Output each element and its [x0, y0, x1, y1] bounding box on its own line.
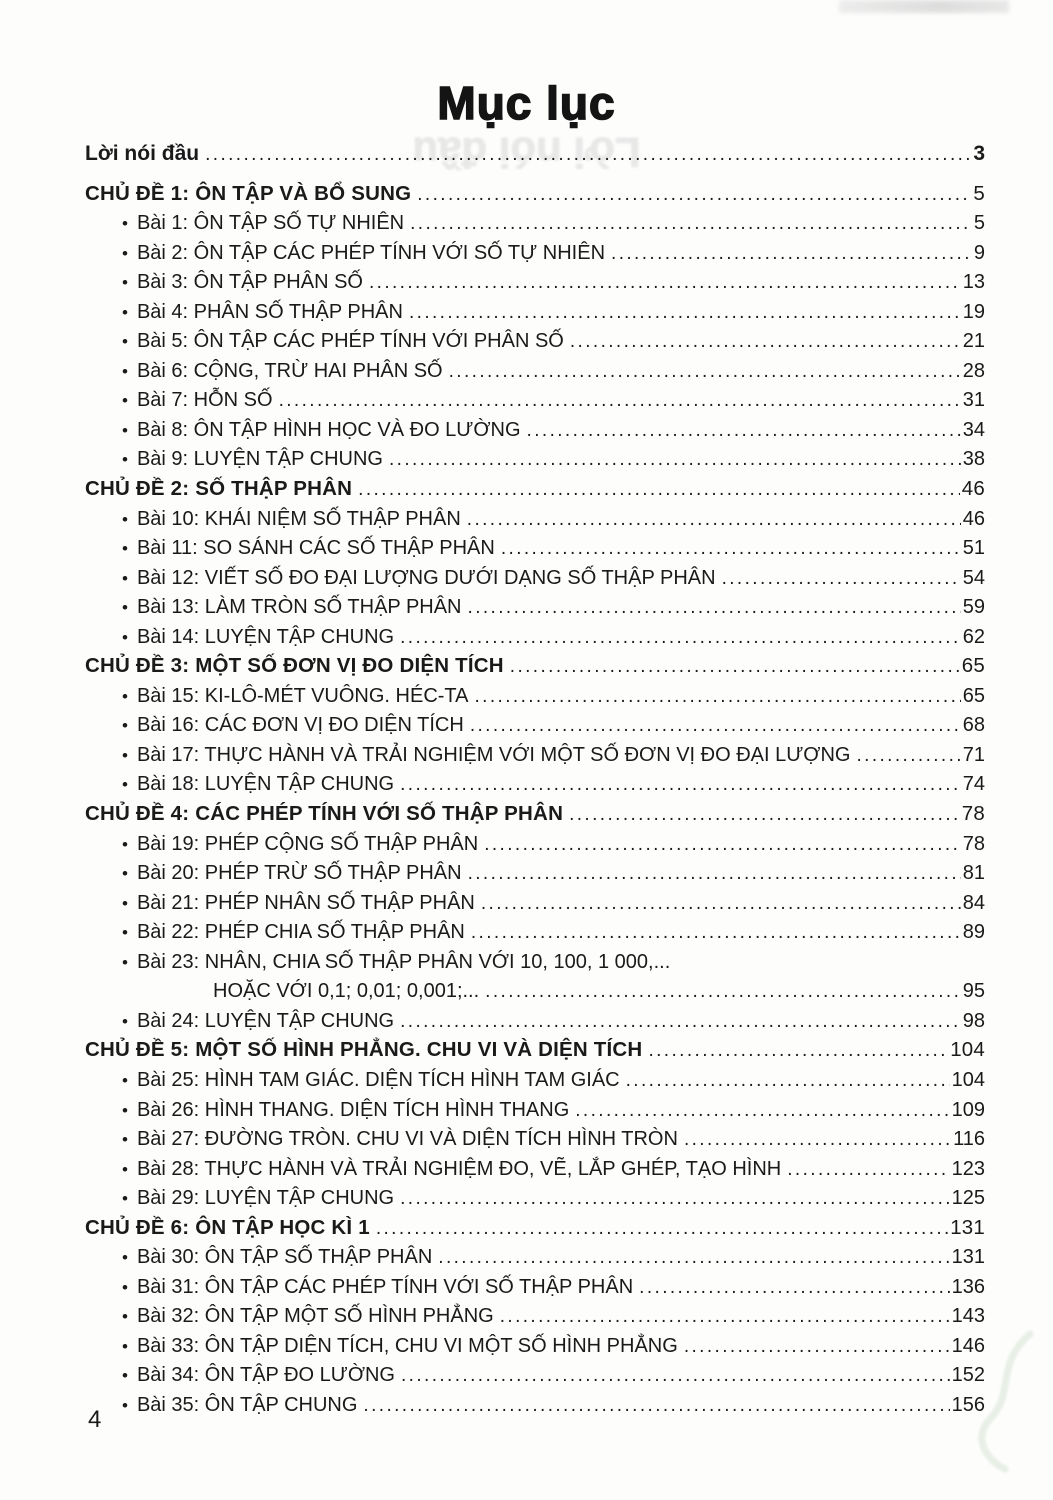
toc-entry-page: 59 [962, 596, 985, 619]
bullet-icon: • [122, 716, 128, 736]
toc-row [85, 593, 985, 623]
dot-leader [400, 623, 961, 653]
bullet-icon: • [122, 775, 128, 795]
toc-entry-page: 89 [962, 921, 985, 944]
toc-entry-page: 46 [961, 477, 985, 501]
dot-leader [485, 977, 961, 1007]
bullet-icon: • [122, 864, 128, 884]
toc-row [85, 445, 985, 475]
toc-row [85, 180, 985, 210]
toc-entry-label: Bài 14: LUYỆN TẬP CHUNG [136, 625, 395, 648]
bullet-icon: • [122, 243, 128, 263]
bullet-icon: • [122, 1366, 128, 1386]
bullet-icon: • [122, 923, 128, 943]
dot-leader [626, 1066, 950, 1096]
dot-leader [684, 1125, 951, 1155]
toc-row [85, 1391, 985, 1421]
bullet-icon: • [122, 686, 128, 706]
toc-entry-label: Bài 27: ĐƯỜNG TRÒN. CHU VI VÀ DIỆN TÍCH HÌNH TRÒN [136, 1128, 678, 1151]
toc-row [85, 770, 985, 800]
toc-entry-label: HOẶC VỚI 0,1; 0,01; 0,001;... [213, 980, 480, 1003]
toc-row [85, 800, 985, 830]
bullet-icon: • [122, 391, 128, 411]
dot-leader [481, 889, 961, 919]
toc-row [85, 1125, 985, 1155]
toc-entry-page: 31 [962, 389, 985, 412]
toc-entry-label: Bài 17: THỰC HÀNH VÀ TRẢI NGHIỆM VỚI MỘT SỐ ĐƠN VỊ ĐO ĐẠI LƯỢNG [136, 743, 851, 766]
toc-entry-label: CHỦ ĐỀ 4: CÁC PHÉP TÍNH VỚI SỐ THẬP PHÂN [85, 802, 564, 826]
toc-entry-page: 104 [951, 1068, 985, 1091]
toc-entry-page: 5 [973, 181, 985, 205]
toc-entry-label: Bài 33: ÔN TẬP DIỆN TÍCH, CHU VI MỘT SỐ HÌNH PHẲNG [136, 1334, 678, 1357]
toc-row [85, 239, 985, 269]
bullet-icon: • [122, 627, 128, 647]
toc-entry-label: CHỦ ĐỀ 3: MỘT SỐ ĐƠN VỊ ĐO DIỆN TÍCH [85, 654, 504, 678]
bullet-icon: • [122, 214, 128, 234]
toc-entry-label: CHỦ ĐỀ 6: ÔN TẬP HỌC KÌ 1 [85, 1215, 370, 1239]
toc-entry-page: 51 [962, 537, 985, 560]
bullet-icon: • [122, 1159, 128, 1179]
toc-entry-label: Bài 5: ÔN TẬP CÁC PHÉP TÍNH VỚI PHÂN SỐ [136, 330, 564, 353]
dot-leader [417, 180, 971, 210]
toc-entry-page: 131 [951, 1246, 985, 1269]
dot-leader [363, 1391, 949, 1421]
toc-entry-label: Bài 3: ÔN TẬP PHÂN SỐ [136, 271, 363, 294]
toc-row [85, 711, 985, 741]
toc-entry-label: Bài 24: LUYỆN TẬP CHUNG [136, 1009, 395, 1032]
toc-row [85, 209, 985, 239]
bullet-icon: • [122, 450, 128, 470]
bullet-icon: • [122, 568, 128, 588]
toc-entry-label: Bài 18: LUYỆN TẬP CHUNG [136, 773, 395, 796]
toc-row [85, 741, 985, 771]
toc-entry-label: Bài 16: CÁC ĐƠN VỊ ĐO DIỆN TÍCH [136, 714, 464, 737]
toc-entry-label: Bài 10: KHÁI NIỆM SỐ THẬP PHÂN [136, 507, 461, 530]
dot-leader [467, 505, 961, 535]
toc-entry-label: Bài 23: NHÂN, CHIA SỐ THẬP PHÂN VỚI 10, 100, 1 000,... [136, 950, 671, 973]
toc-row [85, 268, 985, 298]
dot-leader [279, 386, 961, 416]
dot-leader [611, 239, 972, 269]
dot-leader [500, 1302, 950, 1332]
dot-leader [369, 268, 961, 298]
dot-leader [569, 800, 960, 830]
toc-entry-label: Bài 31: ÔN TẬP CÁC PHÉP TÍNH VỚI SỐ THẬP PHÂN [136, 1275, 634, 1298]
toc-entry-page: 109 [951, 1098, 985, 1121]
bullet-icon: • [122, 598, 128, 618]
toc-entry-page: 65 [961, 654, 985, 678]
dot-leader [856, 741, 960, 771]
dot-leader [475, 682, 961, 712]
toc-row [85, 1066, 985, 1096]
toc-row [85, 140, 985, 170]
toc-entry-label: CHỦ ĐỀ 5: MỘT SỐ HÌNH PHẲNG. CHU VI VÀ DIỆN TÍCH [85, 1038, 643, 1062]
toc-entry-page: 3 [973, 142, 985, 165]
dot-leader [376, 1214, 948, 1244]
toc-entry-page: 34 [962, 418, 985, 441]
toc-entry-page: 123 [951, 1157, 985, 1180]
bullet-icon: • [122, 1395, 128, 1415]
toc-entry-label: Bài 35: ÔN TẬP CHUNG [136, 1393, 358, 1416]
dot-leader [449, 357, 961, 387]
toc-row [85, 357, 985, 387]
toc-entry-label: Bài 34: ÔN TẬP ĐO LƯỜNG [136, 1364, 395, 1387]
toc-entry-label: Bài 20: PHÉP TRỪ SỐ THẬP PHÂN [136, 862, 462, 885]
toc-entry-label: Bài 2: ÔN TẬP CÁC PHÉP TÍNH VỚI SỐ TỰ NHIÊN [136, 241, 606, 264]
bullet-icon: • [122, 332, 128, 352]
toc-row [85, 416, 985, 446]
toc-row [85, 1096, 985, 1126]
toc-entry-page: 13 [962, 271, 985, 294]
toc-row [85, 652, 985, 682]
toc-row [85, 830, 985, 860]
dot-leader [648, 1036, 948, 1066]
bullet-icon: • [122, 273, 128, 293]
toc-entry-page: 5 [973, 212, 985, 235]
toc-entry-label: Bài 28: THỰC HÀNH VÀ TRẢI NGHIỆM ĐO, VẼ, LẮP GHÉP, TẠO HÌNH [136, 1157, 782, 1180]
toc-entry-page: 54 [962, 566, 985, 589]
dot-leader [205, 140, 971, 170]
toc-entry-page: 125 [951, 1187, 985, 1210]
toc-entry-label: Bài 32: ÔN TẬP MỘT SỐ HÌNH PHẲNG [136, 1305, 494, 1328]
toc-row [85, 1155, 985, 1185]
toc-row [85, 505, 985, 535]
toc-list [85, 140, 985, 1421]
toc-entry-page: 146 [951, 1334, 985, 1357]
toc-entry-page: 46 [962, 507, 985, 530]
toc-entry-label: Bài 12: VIẾT SỐ ĐO ĐẠI LƯỢNG DƯỚI DẠNG SỐ THẬP PHÂN [136, 566, 716, 589]
toc-entry-label: CHỦ ĐỀ 2: SỐ THẬP PHÂN [85, 477, 353, 501]
toc-row [85, 327, 985, 357]
toc-row [85, 859, 985, 889]
bullet-icon: • [122, 420, 128, 440]
toc-entry-label: Bài 22: PHÉP CHIA SỐ THẬP PHÂN [136, 921, 465, 944]
dot-leader [501, 534, 961, 564]
bullet-icon: • [122, 1130, 128, 1150]
toc-entry-label: Bài 4: PHÂN SỐ THẬP PHÂN [136, 300, 403, 323]
dot-leader [400, 770, 961, 800]
toc-entry-label: Bài 15: KI-LÔ-MÉT VUÔNG. HÉC-TA [136, 684, 469, 707]
toc-row [85, 1243, 985, 1273]
toc-entry-label: Bài 6: CỘNG, TRỪ HAI PHÂN SỐ [136, 359, 443, 382]
toc-row [85, 889, 985, 919]
toc-entry-label: Bài 13: LÀM TRÒN SỐ THẬP PHÂN [136, 596, 462, 619]
bullet-icon: • [122, 302, 128, 322]
dot-leader [400, 1007, 961, 1037]
bullet-icon: • [122, 952, 128, 972]
toc-row [85, 1273, 985, 1303]
dot-leader [787, 1155, 949, 1185]
dot-leader [400, 1184, 950, 1214]
dot-leader [410, 209, 972, 239]
toc-row [85, 1361, 985, 1391]
toc-row [85, 1036, 985, 1066]
toc-entry-page: 95 [962, 980, 985, 1003]
toc-entry-page: 71 [962, 743, 985, 766]
toc-row [85, 918, 985, 948]
dot-leader [570, 327, 961, 357]
toc-entry-page: 104 [950, 1038, 985, 1062]
toc-row [85, 564, 985, 594]
toc-entry-page: 143 [951, 1305, 985, 1328]
bullet-icon: • [122, 1248, 128, 1268]
toc-entry-page: 84 [962, 891, 985, 914]
toc-entry-page: 19 [962, 300, 985, 323]
toc-entry-page: 78 [961, 802, 985, 826]
dot-leader [438, 1243, 949, 1273]
bullet-icon: • [122, 509, 128, 529]
toc-entry-page: 152 [951, 1364, 985, 1387]
bullet-icon: • [122, 1011, 128, 1031]
page-title: Mục lục [437, 77, 616, 129]
toc-row [85, 1302, 985, 1332]
toc-entry-page: 28 [962, 359, 985, 382]
bullet-icon: • [122, 745, 128, 765]
toc-entry-label: Bài 21: PHÉP NHÂN SỐ THẬP PHÂN [136, 891, 475, 914]
bullet-icon: • [122, 1189, 128, 1209]
dot-leader [510, 652, 960, 682]
dot-leader [684, 1332, 950, 1362]
toc-entry-label: Bài 29: LUYỆN TẬP CHUNG [136, 1187, 395, 1210]
toc-entry-page: 9 [973, 241, 985, 264]
bleed-through-text: Lời nói đầu [412, 129, 641, 176]
bullet-icon: • [122, 1070, 128, 1090]
dot-leader [722, 564, 961, 594]
bullet-icon: • [122, 539, 128, 559]
bullet-icon: • [122, 1307, 128, 1327]
toc-entry-page: 65 [962, 684, 985, 707]
toc-entry-page: 81 [962, 862, 985, 885]
toc-entry-label: Bài 7: HỖN SỐ [136, 389, 273, 412]
dot-leader [468, 593, 961, 623]
dot-leader [358, 475, 960, 505]
bullet-icon: • [122, 893, 128, 913]
toc-entry-label: Bài 30: ÔN TẬP SỐ THẬP PHÂN [136, 1246, 433, 1269]
dot-leader [639, 1273, 949, 1303]
toc-entry-label: Lời nói đầu [85, 142, 200, 165]
dot-leader [409, 298, 961, 328]
toc-row [85, 1332, 985, 1362]
toc-entry-page: 21 [962, 330, 985, 353]
toc-row [85, 1184, 985, 1214]
toc-entry-page: 74 [962, 773, 985, 796]
toc-entry-page: 116 [953, 1128, 985, 1151]
toc-entry-page: 136 [951, 1275, 985, 1298]
toc-row [85, 948, 985, 978]
toc-row [85, 298, 985, 328]
dot-leader [471, 918, 961, 948]
dot-leader [468, 859, 961, 889]
toc-row [85, 386, 985, 416]
dot-leader [484, 830, 961, 860]
toc-row [85, 1007, 985, 1037]
toc-row [85, 977, 985, 1007]
toc-row [85, 682, 985, 712]
dot-leader [527, 416, 961, 446]
toc-row [85, 1214, 985, 1244]
toc-entry-label: Bài 1: ÔN TẬP SỐ TỰ NHIÊN [136, 212, 405, 235]
dot-leader [389, 445, 961, 475]
toc-entry-label: Bài 11: SO SÁNH CÁC SỐ THẬP PHÂN [136, 537, 495, 560]
dot-leader [401, 1361, 950, 1391]
toc-row [85, 475, 985, 505]
dot-leader [470, 711, 961, 741]
bullet-icon: • [122, 1100, 128, 1120]
toc-row [85, 534, 985, 564]
bullet-icon: • [122, 361, 128, 381]
bullet-icon: • [122, 834, 128, 854]
scan-smudge-artifact [839, 0, 1009, 13]
toc-entry-label: Bài 19: PHÉP CỘNG SỐ THẬP PHÂN [136, 832, 479, 855]
toc-entry-label: Bài 25: HÌNH TAM GIÁC. DIỆN TÍCH HÌNH TAM GIÁC [136, 1068, 620, 1091]
toc-entry-page: 156 [951, 1393, 985, 1416]
dot-leader [575, 1096, 949, 1126]
toc-entry-page: 68 [962, 714, 985, 737]
toc-entry-label: Bài 26: HÌNH THANG. DIỆN TÍCH HÌNH THANG [136, 1098, 570, 1121]
toc-entry-label: Bài 8: ÔN TẬP HÌNH HỌC VÀ ĐO LƯỜNG [136, 418, 521, 441]
toc-entry-page: 98 [962, 1009, 985, 1032]
toc-entry-page: 78 [962, 832, 985, 855]
bullet-icon: • [122, 1336, 128, 1356]
toc-entry-page: 38 [962, 448, 985, 471]
toc-entry-label: CHỦ ĐỀ 1: ÔN TẬP VÀ BỔ SUNG [85, 181, 412, 205]
toc-entry-page: 131 [950, 1215, 985, 1239]
toc-entry-label: Bài 9: LUYỆN TẬP CHUNG [136, 448, 383, 471]
toc-row [85, 623, 985, 653]
toc-entry-page: 62 [962, 625, 985, 648]
bullet-icon: • [122, 1277, 128, 1297]
page-number: 4 [88, 1406, 102, 1433]
